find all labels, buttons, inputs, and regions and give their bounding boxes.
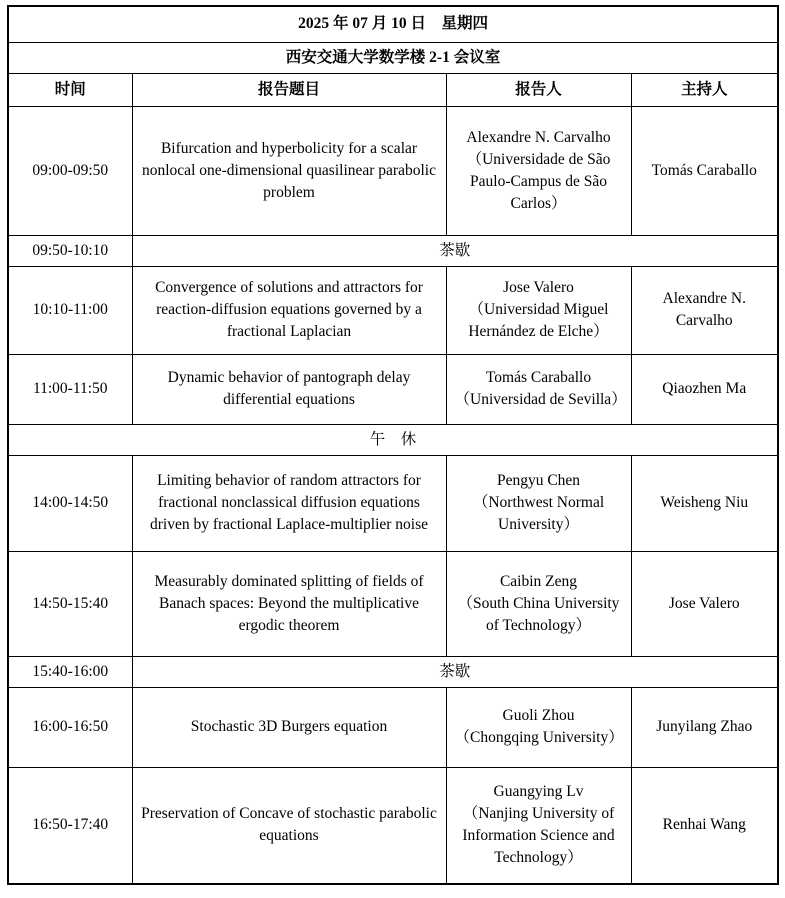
talk-title-cell: Measurably dominated splitting of fields of Banach spaces: Beyond the multiplicative ergodic theorem	[132, 551, 446, 656]
table-row-talk-1	[8, 106, 778, 235]
break-label-cell: 茶歇	[132, 656, 778, 687]
chair-cell: Tomás Caraballo	[631, 106, 778, 235]
column-header-row	[8, 73, 778, 106]
date-header-row	[8, 6, 778, 42]
time-cell: 16:00-16:50	[8, 687, 132, 767]
time-cell: 15:40-16:00	[8, 656, 132, 687]
speaker-affiliation: （Universidad Miguel Hernández de Elche）	[468, 301, 609, 340]
table-row-talk-2	[8, 266, 778, 354]
col-header-title: 报告题目	[132, 73, 446, 106]
table-row-talk-4	[8, 455, 778, 551]
talk-title-cell: Preservation of Concave of stochastic parabolic equations	[132, 767, 446, 884]
time-cell: 11:00-11:50	[8, 354, 132, 424]
table-row-talk-6	[8, 687, 778, 767]
speaker-affiliation: （South China University of Technology）	[457, 594, 620, 634]
table-row-talk-3	[8, 354, 778, 424]
table-row-talk-7	[8, 767, 778, 884]
speaker-cell	[446, 551, 631, 656]
time-cell: 16:50-17:40	[8, 767, 132, 884]
speaker-name: Alexandre N. Carvalho	[466, 128, 611, 146]
date-title: 2025 年 07 月 10 日 星期四	[8, 6, 778, 42]
speaker-name: Pengyu Chen	[496, 472, 581, 489]
talk-title-cell: Bifurcation and hyperbolicity for a scalar nonlocal one-dimensional quasilinear parabolic problem	[132, 106, 446, 235]
chair-cell: Renhai Wang	[631, 767, 778, 884]
speaker-cell	[446, 455, 631, 551]
speaker-name: Guoli Zhou	[502, 707, 575, 724]
chair-cell: Jose Valero	[631, 551, 778, 656]
speaker-affiliation: （Universidad de Sevilla）	[454, 391, 627, 408]
talk-title-cell: Dynamic behavior of pantograph delay differential equations	[132, 354, 446, 424]
speaker-name: Guangying Lv	[493, 783, 584, 801]
col-header-time: 时间	[8, 73, 132, 106]
chair-cell: Junyilang Zhao	[631, 687, 778, 767]
speaker-name: Caibin Zeng	[499, 572, 578, 590]
speaker-name: Tomás Caraballo	[485, 369, 592, 386]
chair-cell: Qiaozhen Ma	[631, 354, 778, 424]
speaker-affiliation: （Nanjing University of Information Science and Technology）	[462, 805, 615, 867]
talk-title-cell: Convergence of solutions and attractors for reaction-diffusion equations governed by a fractional Laplacian	[132, 266, 446, 354]
time-cell: 09:50-10:10	[8, 235, 132, 266]
speaker-cell	[446, 767, 631, 884]
col-header-speaker: 报告人	[446, 73, 631, 106]
time-cell: 09:00-09:50	[8, 106, 132, 235]
break-label-cell: 茶歇	[132, 235, 778, 266]
chair-cell: Weisheng Niu	[631, 455, 778, 551]
venue-row	[8, 42, 778, 73]
chair-cell: Alexandre N. Carvalho	[631, 266, 778, 354]
table-row-lunch	[8, 424, 778, 455]
speaker-cell	[446, 106, 631, 235]
talk-title-cell: Limiting behavior of random attractors for fractional nonclassical diffusion equations driven by fractional Laplace-multiplier noise	[132, 455, 446, 551]
talk-title-cell: Stochastic 3D Burgers equation	[132, 687, 446, 767]
speaker-affiliation: （Universidade de São Paulo-Campus de São Carlos）	[466, 150, 611, 212]
speaker-affiliation: （Northwest Normal University）	[472, 494, 605, 533]
table-row-break-1	[8, 235, 778, 266]
speaker-cell	[446, 266, 631, 354]
col-header-chair: 主持人	[631, 73, 778, 106]
time-cell: 14:50-15:40	[8, 551, 132, 656]
speaker-affiliation: （Chongqing University）	[454, 729, 624, 746]
venue-title: 西安交通大学数学楼 2-1 会议室	[8, 42, 778, 73]
table-row-talk-5	[8, 551, 778, 656]
time-cell: 14:00-14:50	[8, 455, 132, 551]
speaker-cell	[446, 354, 631, 424]
time-cell: 10:10-11:00	[8, 266, 132, 354]
speaker-cell	[446, 687, 631, 767]
table-row-break-2	[8, 656, 778, 687]
lunch-label-cell: 午 休	[8, 424, 778, 455]
speaker-name: Jose Valero	[503, 279, 574, 296]
conference-schedule-table	[7, 5, 779, 885]
